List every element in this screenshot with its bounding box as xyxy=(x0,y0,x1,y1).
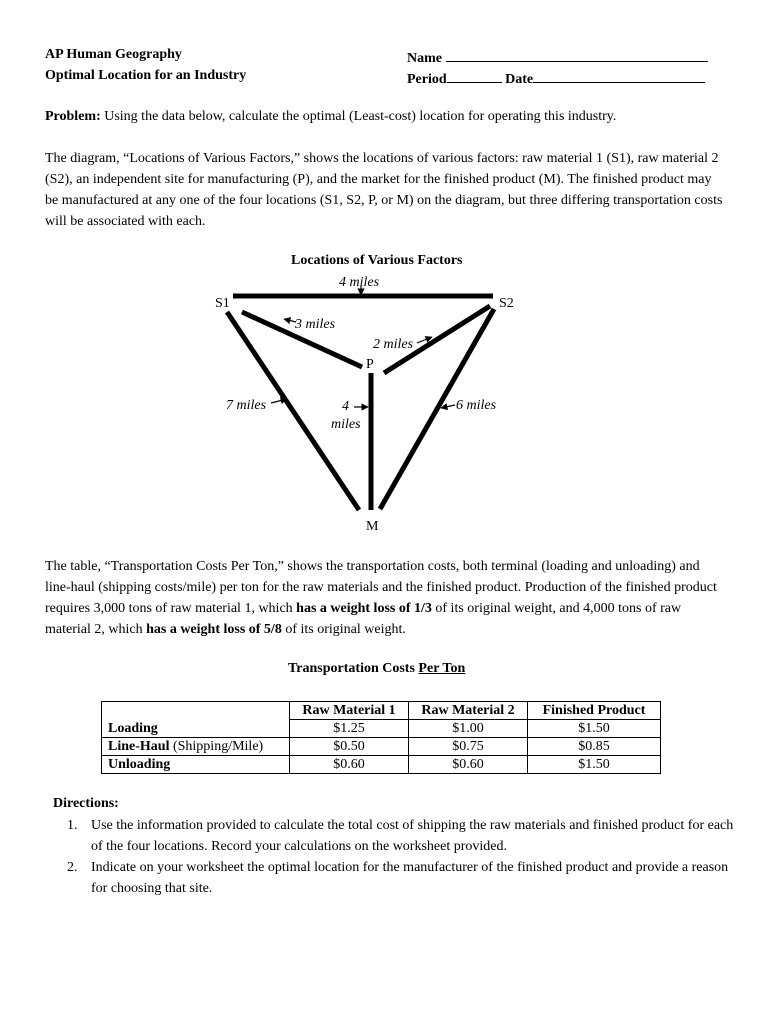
table-cell: $0.60 xyxy=(290,756,409,774)
node-s2: S2 xyxy=(499,296,514,311)
weight-loss-rm2: has a weight loss of 5/8 xyxy=(146,622,282,637)
table-title-underlined: Per Ton xyxy=(418,661,466,676)
table-cell: $1.00 xyxy=(409,720,528,738)
list-item-number: 2. xyxy=(67,860,78,875)
column-header: Raw Material 2 xyxy=(409,702,528,720)
node-p: P xyxy=(366,357,374,372)
table-cell: $1.25 xyxy=(290,720,409,738)
table-cell: $1.50 xyxy=(528,720,661,738)
table-cell: $1.50 xyxy=(528,756,661,774)
date-label: Date xyxy=(505,72,534,87)
node-m: M xyxy=(366,519,379,534)
table-paragraph-part3: of its original weight. xyxy=(281,622,406,637)
arrow-s2-m xyxy=(441,405,455,408)
list-item-text: Indicate on your worksheet the optimal location for the manufacturer of the finished product and provide a reason for choosing that site. xyxy=(91,860,729,896)
worksheet-title: Optimal Location for an Industry xyxy=(45,68,247,83)
distance-s1-s2: 4 miles xyxy=(339,275,380,290)
list-item-number: 1. xyxy=(67,818,78,833)
table-cell: $0.85 xyxy=(528,738,661,756)
distance-s2-m: 6 miles xyxy=(456,398,497,413)
table-paragraph-part2: of its original weight, and 4,000 tons of raw material 2, which xyxy=(45,601,682,637)
problem-text: Using the data below, calculate the optimal (Least-cost) location for operating this industry. xyxy=(104,109,617,124)
table-paragraph xyxy=(45,556,725,640)
name-label: Name xyxy=(407,51,442,66)
distance-p-m-number: 4 xyxy=(342,399,349,414)
row-label: Loading xyxy=(102,720,290,738)
row-label: Line-Haul (Shipping/Mile) xyxy=(102,738,290,756)
directions-list xyxy=(45,815,735,899)
table-row xyxy=(102,738,661,756)
table-corner-cell xyxy=(102,702,290,720)
problem-label: Problem: xyxy=(45,109,101,124)
list-item-text: Use the information provided to calculate the total cost of shipping the raw materials and finished product for each of the four locations. Record your calculations on the worksheet provided. xyxy=(91,818,734,854)
table-cell: $0.75 xyxy=(409,738,528,756)
distance-s2-p: 2 miles xyxy=(373,337,414,352)
diagram-title: Locations of Various Factors xyxy=(291,253,463,268)
table-header-row xyxy=(102,702,661,720)
list-item xyxy=(45,857,735,899)
list-item xyxy=(45,815,735,857)
table-title-text: Transportation Costs xyxy=(288,661,419,676)
table-cell: $0.60 xyxy=(409,756,528,774)
transportation-costs-table xyxy=(101,701,661,774)
course-title: AP Human Geography xyxy=(45,47,182,62)
column-header: Raw Material 1 xyxy=(290,702,409,720)
node-s1: S1 xyxy=(215,296,230,311)
column-header: Finished Product xyxy=(528,702,661,720)
table-title xyxy=(288,661,465,677)
directions-label: Directions: xyxy=(53,796,119,811)
table-cell: $0.50 xyxy=(290,738,409,756)
intro-paragraph: The diagram, “Locations of Various Factors,” shows the locations of various factors: raw material 1 (S1), raw material 2 (S2), an independent site for manufacturing (P), and the market for the finished product (M). The finished product may be manufactured at any one of the four locations (S1, S2, P, or M) on the diagram, but three differing transportation costs will be associated with each. xyxy=(45,151,723,229)
distance-s1-m: 7 miles xyxy=(226,398,267,413)
weight-loss-rm1: has a weight loss of 1/3 xyxy=(296,601,432,616)
distance-s1-p: 3 miles xyxy=(295,317,336,332)
table-paragraph-part1: The table, “Transportation Costs Per Ton,” shows the transportation costs, both terminal (loading and unloading) and line-haul (shipping costs/mile) per ton for the raw materials and the finished product. Production of the finished product requires 3,000 tons of raw material 1, which xyxy=(45,559,717,616)
table-row xyxy=(102,756,661,774)
table-row xyxy=(102,720,661,738)
distance-p-m-unit: miles xyxy=(331,417,361,432)
period-label: Period xyxy=(407,72,447,87)
row-label: Unloading xyxy=(102,756,290,774)
